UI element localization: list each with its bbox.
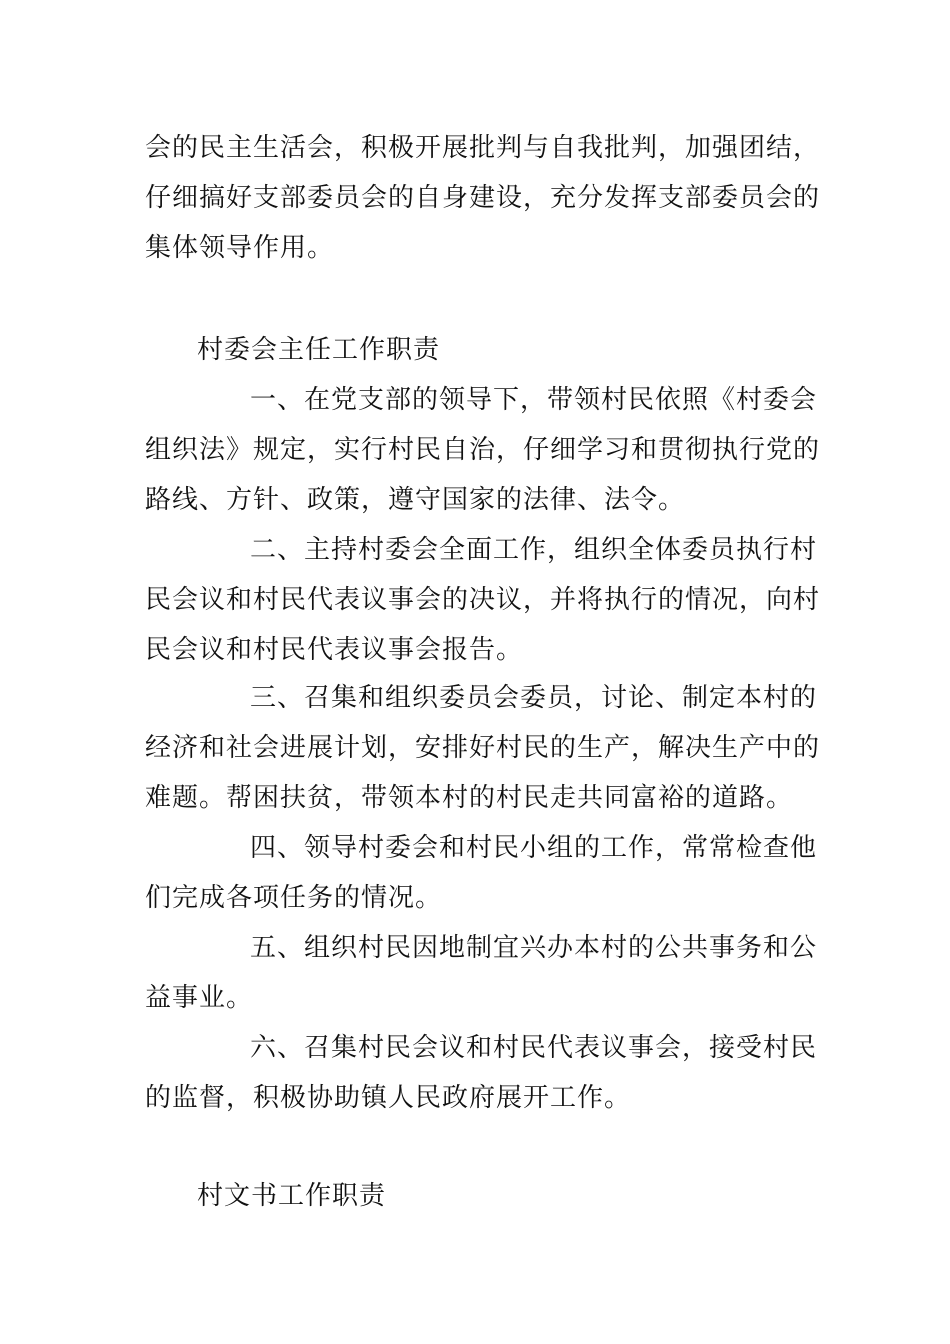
paragraph-line: 的监督，积极协助镇人民政府展开工作。 (145, 1083, 632, 1113)
section-heading-clerk: 村文书工作职责 (197, 1181, 387, 1211)
paragraph-line: 组织法》规定，实行村民自治，仔细学习和贯彻执行党的 (145, 435, 821, 465)
paragraph-line: 经济和社会进展计划，安排好村民的生产，解决生产中的 (145, 733, 821, 763)
paragraph-line: 四、领导村委会和村民小组的工作，常常检查他 (250, 833, 818, 863)
paragraph-line: 益事业。 (145, 983, 254, 1013)
intro-line-2: 仔细搞好支部委员会的自身建设，充分发挥支部委员会的 (145, 183, 821, 213)
paragraph-line: 们完成各项任务的情况。 (145, 883, 443, 913)
paragraph-line: 民会议和村民代表议事会的决议，并将执行的情况，向村 (145, 585, 821, 615)
paragraph-line: 路线、方针、政策，遵守国家的法律、法令。 (145, 485, 686, 515)
paragraph-line: 二、主持村委会全面工作，组织全体委员执行村 (250, 535, 818, 565)
paragraph-line: 六、召集村民会议和村民代表议事会，接受村民 (250, 1033, 818, 1063)
paragraph-line: 一、在党支部的领导下，带领村民依照《村委会 (250, 385, 818, 415)
paragraph-line: 难题。帮困扶贫，带领本村的村民走共同富裕的道路。 (145, 783, 794, 813)
paragraph-line: 五、组织村民因地制宜兴办本村的公共事务和公 (250, 933, 818, 963)
intro-line-3: 集体领导作用。 (145, 233, 335, 263)
intro-line-1: 会的民主生活会，积极开展批判与自我批判，加强团结， (145, 133, 821, 163)
paragraph-line: 三、召集和组织委员会委员，讨论、制定本村的 (250, 683, 818, 713)
paragraph-line: 民会议和村民代表议事会报告。 (145, 635, 524, 665)
section-heading-director: 村委会主任工作职责 (197, 335, 441, 365)
